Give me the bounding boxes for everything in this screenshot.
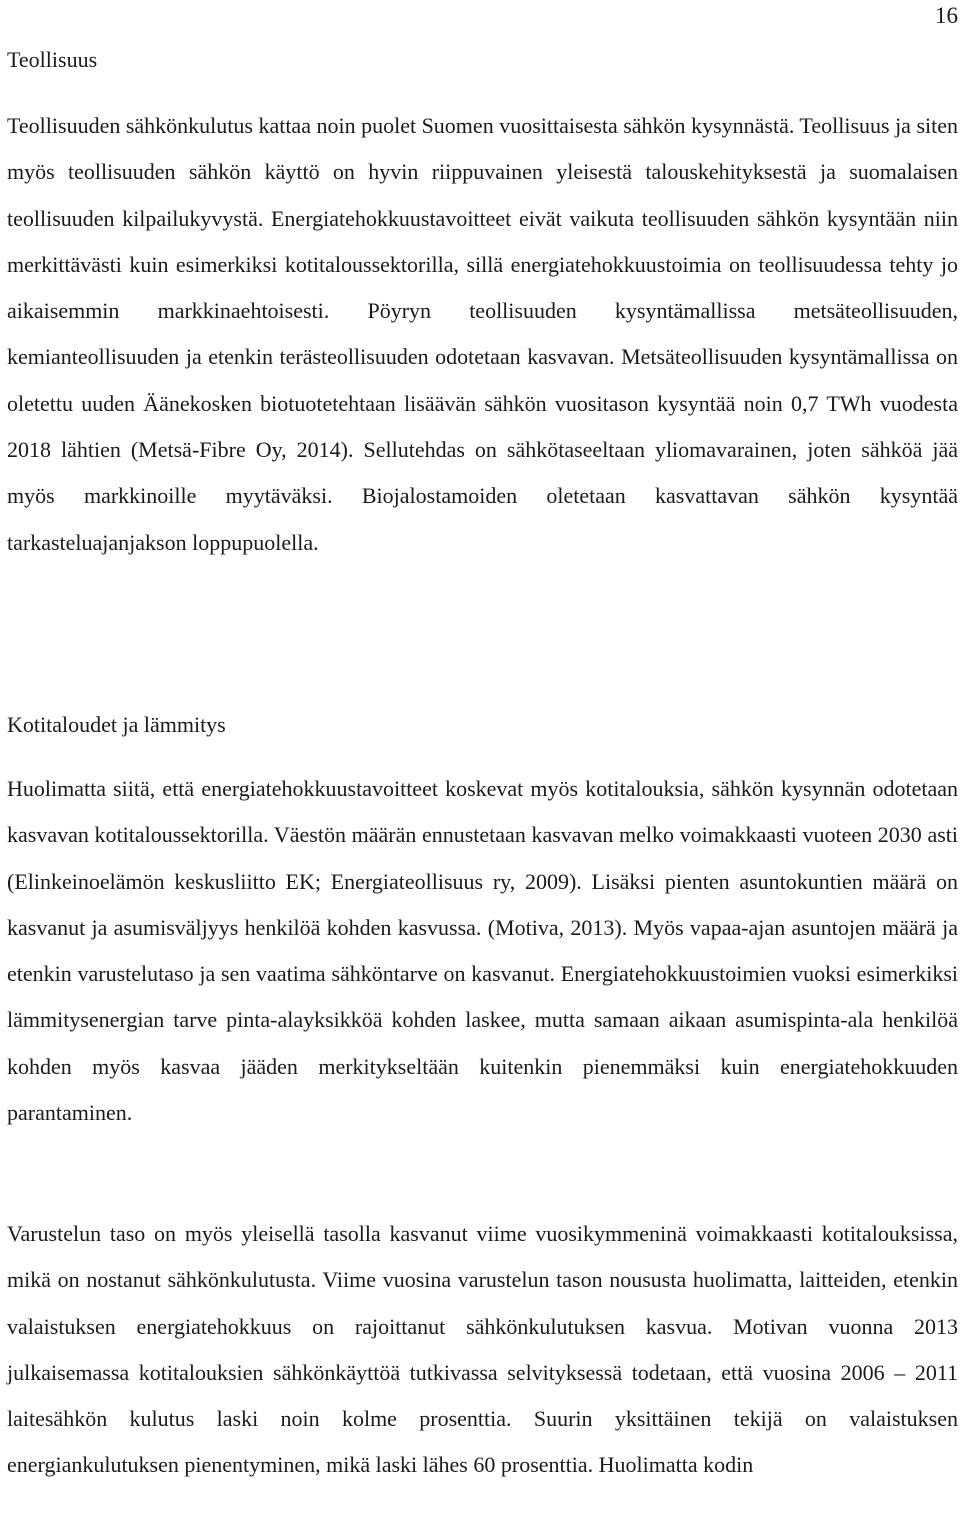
paragraph-text: Varustelun taso on myös yleisellä tasolla kasvanut viime vuosikymmeninä voimakkaasti kotitalouksissa, mikä on nostanut sähkönkulutusta. Viime vuosina varustelun tason noususta huolimatta, laitteiden, etenkin valaistuksen energiatehokkuus on rajoittanut sähkönkulutuksen kasvua. Motivan vuonna 2013 julkaisemassa kotitalouksien sähkönkäyttöä tutkivassa selvityksessä todetaan, että vuosina 2006 – 2011 laitesähkön kulutus laski noin kolme prosenttia. Suurin yksittäinen tekijä on valaistuksen energiankulutuksen pienentyminen, mikä laski lähes 60 prosenttia. Huolimatta kodin	[7, 1221, 958, 1478]
paragraph-kotitaloudet-2	[7, 1211, 958, 1489]
paragraph-text: Teollisuuden sähkönkulutus kattaa noin puolet Suomen vuosittaisesta sähkön kysynnästä. Teollisuus ja siten myös teollisuuden sähkön käyttö on hyvin riippuvainen yleisestä talouskehityksestä ja suomalaisen teollisuuden kilpailukyvystä. Energiatehokkuustavoitteet eivät vaikuta teollisuuden sähkön kysyntään niin merkittävästi kuin esimerkiksi kotitaloussektorilla, sillä energiatehokkuustoimia on teollisuudessa tehty jo aikaisemmin markkinaehtoisesti. Pöyryn teollisuuden kysyntämallissa metsäteollisuuden, kemianteollisuuden ja etenkin terästeollisuuden odotetaan kasvavan. Metsäteollisuuden kysyntämallissa on oletettu uuden Äänekosken biotuotetehtaan lisäävän sähkön vuositason kysyntää noin 0,7 TWh vuodesta 2018 lähtien (Metsä-Fibre Oy, 2014). Sellutehdas on sähkötaseeltaan yliomavarainen, joten sähköä jää myös markkinoille myytäväksi. Biojalostamoiden oletetaan kasvattavan sähkön kysyntää tarkasteluajanjakson loppupuolella.	[7, 113, 958, 555]
paragraph-teollisuus	[7, 103, 958, 566]
paragraph-kotitaloudet-1	[7, 766, 958, 1136]
section-heading-teollisuus: Teollisuus	[7, 47, 98, 72]
paragraph-text: Huolimatta siitä, että energiatehokkuustavoitteet koskevat myös kotitalouksia, sähkön kysynnän odotetaan kasvavan kotitaloussektorilla. Väestön määrän ennustetaan kasvavan melko voimakkaasti vuoteen 2030 asti (Elinkeinoelämön keskusliitto EK; Energiateollisuus ry, 2009). Lisäksi pienten asuntokuntien määrä on kasvanut ja asumisväljyys henkilöä kohden kasvussa. (Motiva, 2013). Myös vapaa-ajan asuntojen määrä ja etenkin varustelutaso ja sen vaatima sähköntarve on kasvanut. Energiatehokkuustoimien vuoksi esimerkiksi lämmitysenergian tarve pinta-alayksikköä kohden laskee, mutta samaan aikaan asumispinta-ala henkilöä kohden myös kasvaa jääden merkitykseltään kuitenkin pienemmäksi kuin energiatehokkuuden parantaminen.	[7, 776, 958, 1126]
section-heading-kotitaloudet: Kotitaloudet ja lämmitys	[7, 712, 226, 737]
page-number: 16	[935, 3, 958, 28]
